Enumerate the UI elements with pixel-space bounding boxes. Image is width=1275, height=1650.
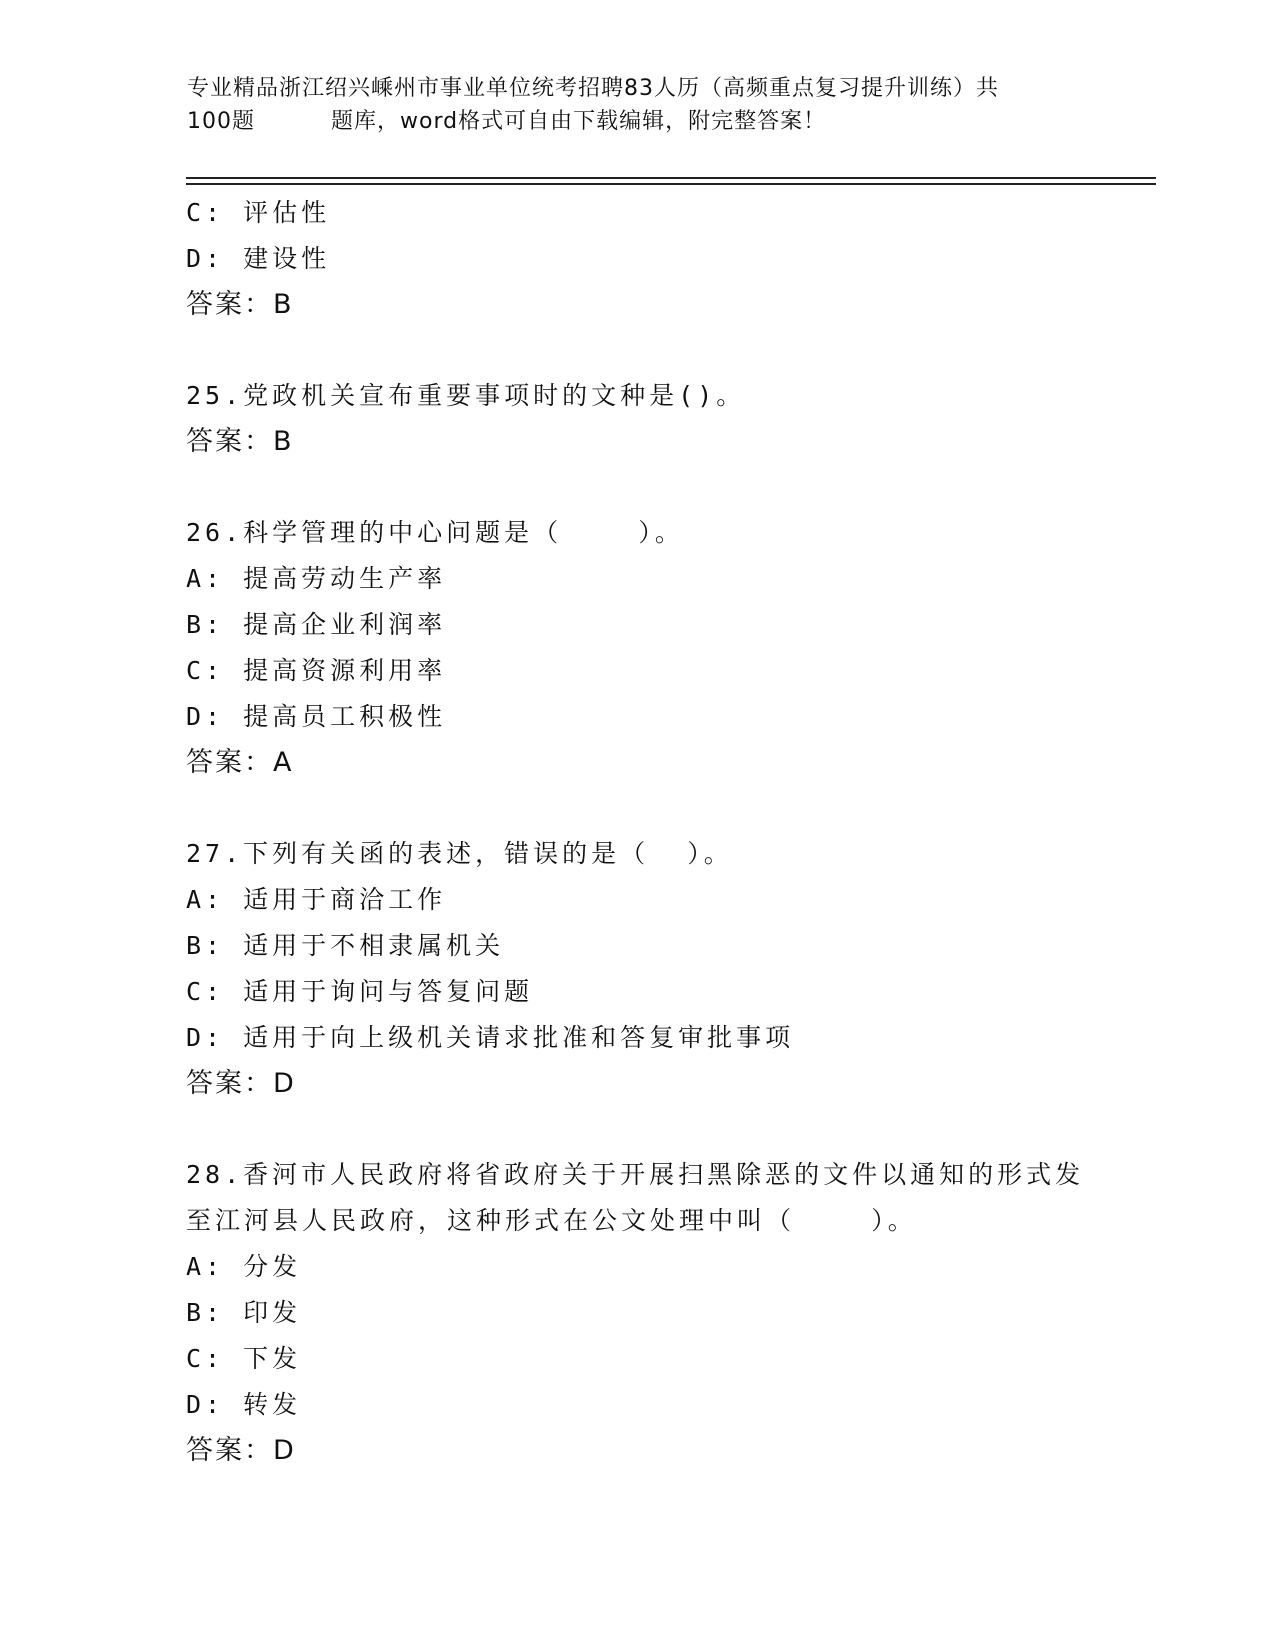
header-line-1: 专业精品浙江绍兴嵊州市事业单位统考招聘83人历（高频重点复习提升训练）共 [187, 76, 999, 101]
question-spacer [186, 1107, 1116, 1152]
question-spacer [186, 328, 1116, 373]
document-header [187, 72, 1087, 138]
option-c: C: 提高资源利用率 [186, 656, 447, 685]
question-text-line-1: 28.香河市人民政府将省政府关于开展扫黑除恶的文件以通知的形式发 [186, 1160, 1085, 1189]
header-divider-bottom [186, 183, 1156, 185]
answer-line: 答案：D [186, 1435, 296, 1466]
question-spacer [186, 465, 1116, 510]
option-d: D: 提高员工积极性 [186, 702, 447, 731]
option-a: A: 适用于商洽工作 [186, 885, 447, 914]
question-28 [186, 1152, 1116, 1474]
header-divider-top [186, 177, 1156, 179]
question-27 [186, 831, 1116, 1107]
question-25 [186, 373, 1116, 465]
header-description: 题库，word格式可自由下载编辑，附完整答案！ [331, 109, 827, 134]
answer-line: 答案：D [186, 1068, 296, 1099]
option-c: C: 下发 [186, 1344, 302, 1373]
question-list [186, 190, 1116, 1474]
answer-line: 答案：A [186, 747, 294, 778]
header-line-2 [187, 105, 1087, 138]
question-24-continued [186, 190, 1116, 328]
question-text: 26.科学管理的中心问题是（ ）。 [186, 518, 684, 547]
option-c: C: 评估性 [186, 198, 331, 227]
option-d: D: 适用于向上级机关请求批准和答复审批事项 [186, 1023, 795, 1052]
question-spacer [186, 786, 1116, 831]
question-text: 25.党政机关宣布重要事项时的文种是()。 [186, 381, 746, 410]
option-c: C: 适用于询问与答复问题 [186, 977, 534, 1006]
header-count: 100题 [187, 109, 255, 134]
answer-line: 答案：B [186, 426, 294, 457]
question-text: 27.下列有关函的表述，错误的是（ ）。 [186, 839, 733, 868]
answer-line: 答案：B [186, 289, 294, 320]
question-text-line-2: 至江河县人民政府，这种形式在公文处理中叫（ ）。 [186, 1206, 917, 1235]
option-a: A: 提高劳动生产率 [186, 564, 447, 593]
option-a: A: 分发 [186, 1252, 302, 1281]
option-b: B: 适用于不相隶属机关 [186, 931, 505, 960]
option-b: B: 印发 [186, 1298, 302, 1327]
option-b: B: 提高企业利润率 [186, 610, 447, 639]
option-d: D: 建设性 [186, 244, 331, 273]
option-d: D: 转发 [186, 1390, 302, 1419]
question-26 [186, 510, 1116, 786]
